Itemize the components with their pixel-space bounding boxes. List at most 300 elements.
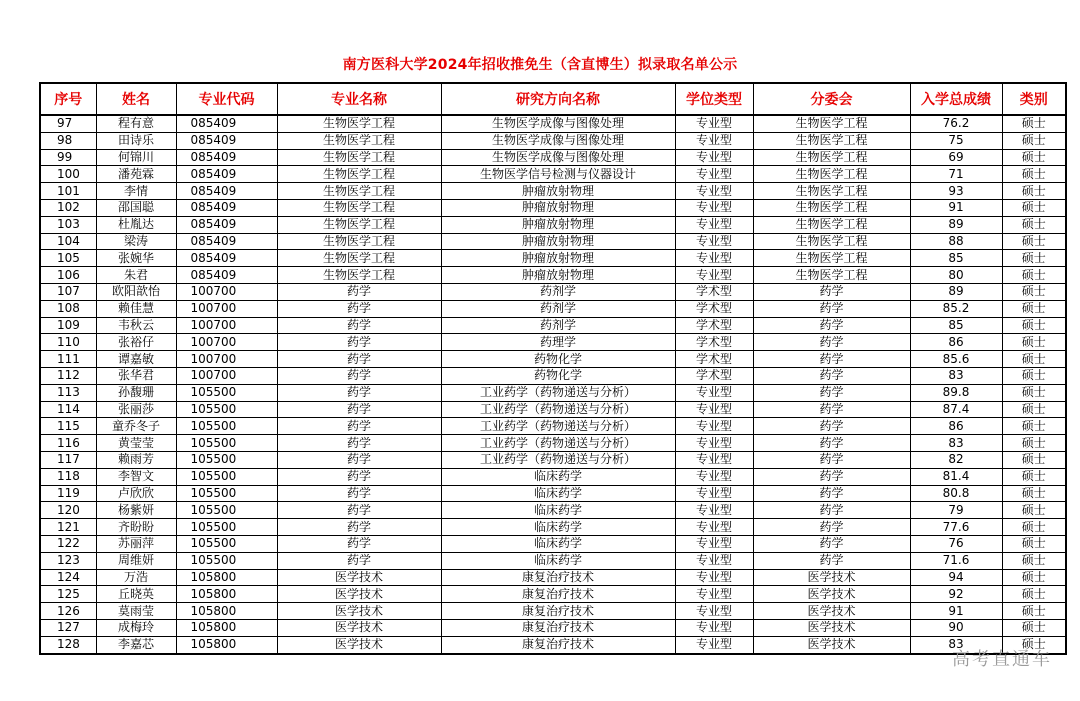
cell-index: 103 xyxy=(40,216,96,233)
cell-degree-type: 专业型 xyxy=(675,418,753,435)
cell-major-code: 085409 xyxy=(176,183,277,200)
cell-research-direction: 肿瘤放射物理 xyxy=(441,250,675,267)
cell-committee: 医学技术 xyxy=(753,603,910,620)
table-row xyxy=(40,166,1066,183)
cell-major-code: 085409 xyxy=(176,233,277,250)
cell-committee: 药学 xyxy=(753,435,910,452)
cell-degree-type: 专业型 xyxy=(675,451,753,468)
cell-degree-type: 学术型 xyxy=(675,351,753,368)
cell-committee: 药学 xyxy=(753,283,910,300)
cell-category: 硕士 xyxy=(1002,183,1066,200)
cell-name: 李嘉芯 xyxy=(96,636,176,653)
cell-major-name: 药学 xyxy=(277,317,441,334)
cell-index: 120 xyxy=(40,502,96,519)
cell-total-score: 89.8 xyxy=(910,384,1002,401)
cell-major-name: 医学技术 xyxy=(277,603,441,620)
cell-name: 程有意 xyxy=(96,115,176,132)
cell-total-score: 71 xyxy=(910,166,1002,183)
cell-degree-type: 专业型 xyxy=(675,552,753,569)
cell-major-name: 生物医学工程 xyxy=(277,250,441,267)
cell-name: 李智文 xyxy=(96,468,176,485)
cell-index: 119 xyxy=(40,485,96,502)
cell-total-score: 83 xyxy=(910,636,1002,653)
cell-committee: 生物医学工程 xyxy=(753,166,910,183)
cell-degree-type: 专业型 xyxy=(675,267,753,284)
cell-category: 硕士 xyxy=(1002,418,1066,435)
table-row xyxy=(40,435,1066,452)
cell-major-name: 药学 xyxy=(277,485,441,502)
cell-major-name: 医学技术 xyxy=(277,586,441,603)
cell-research-direction: 肿瘤放射物理 xyxy=(441,199,675,216)
cell-total-score: 71.6 xyxy=(910,552,1002,569)
cell-index: 106 xyxy=(40,267,96,284)
admission-table xyxy=(39,82,1067,655)
cell-name: 丘晓英 xyxy=(96,586,176,603)
cell-name: 何锦川 xyxy=(96,149,176,166)
cell-index: 99 xyxy=(40,149,96,166)
col-header-name: 姓名 xyxy=(96,83,176,115)
cell-index: 118 xyxy=(40,468,96,485)
cell-major-code: 100700 xyxy=(176,283,277,300)
cell-research-direction: 肿瘤放射物理 xyxy=(441,267,675,284)
cell-degree-type: 专业型 xyxy=(675,216,753,233)
cell-index: 102 xyxy=(40,199,96,216)
cell-category: 硕士 xyxy=(1002,216,1066,233)
cell-name: 卢欣欣 xyxy=(96,485,176,502)
cell-major-code: 100700 xyxy=(176,317,277,334)
cell-index: 117 xyxy=(40,451,96,468)
col-header-total-score: 入学总成绩 xyxy=(910,83,1002,115)
cell-index: 122 xyxy=(40,535,96,552)
cell-committee: 药学 xyxy=(753,334,910,351)
cell-research-direction: 生物医学成像与图像处理 xyxy=(441,115,675,132)
cell-major-code: 105500 xyxy=(176,552,277,569)
table-row xyxy=(40,233,1066,250)
cell-index: 126 xyxy=(40,603,96,620)
table-row xyxy=(40,250,1066,267)
table-row xyxy=(40,300,1066,317)
cell-index: 104 xyxy=(40,233,96,250)
cell-name: 万浩 xyxy=(96,569,176,586)
cell-major-code: 105800 xyxy=(176,619,277,636)
table-row xyxy=(40,115,1066,132)
cell-total-score: 85 xyxy=(910,250,1002,267)
cell-major-code: 105500 xyxy=(176,451,277,468)
cell-major-code: 105500 xyxy=(176,485,277,502)
cell-name: 杜胤达 xyxy=(96,216,176,233)
cell-degree-type: 学术型 xyxy=(675,283,753,300)
cell-degree-type: 专业型 xyxy=(675,183,753,200)
cell-major-code: 085409 xyxy=(176,267,277,284)
cell-category: 硕士 xyxy=(1002,300,1066,317)
cell-major-name: 生物医学工程 xyxy=(277,166,441,183)
cell-major-code: 105500 xyxy=(176,502,277,519)
cell-category: 硕士 xyxy=(1002,367,1066,384)
cell-major-code: 105500 xyxy=(176,468,277,485)
cell-committee: 医学技术 xyxy=(753,569,910,586)
cell-category: 硕士 xyxy=(1002,115,1066,132)
cell-index: 108 xyxy=(40,300,96,317)
cell-committee: 药学 xyxy=(753,535,910,552)
cell-total-score: 89 xyxy=(910,216,1002,233)
cell-category: 硕士 xyxy=(1002,166,1066,183)
table-row xyxy=(40,636,1066,653)
table-row xyxy=(40,401,1066,418)
cell-major-code: 105500 xyxy=(176,418,277,435)
cell-name: 潘苑霖 xyxy=(96,166,176,183)
cell-research-direction: 工业药学（药物递送与分析） xyxy=(441,418,675,435)
cell-total-score: 85 xyxy=(910,317,1002,334)
cell-major-code: 085409 xyxy=(176,250,277,267)
cell-major-code: 085409 xyxy=(176,199,277,216)
cell-name: 齐盼盼 xyxy=(96,519,176,536)
cell-research-direction: 康复治疗技术 xyxy=(441,619,675,636)
cell-total-score: 83 xyxy=(910,435,1002,452)
cell-total-score: 91 xyxy=(910,199,1002,216)
cell-name: 杨紫妍 xyxy=(96,502,176,519)
cell-major-name: 药学 xyxy=(277,401,441,418)
cell-degree-type: 学术型 xyxy=(675,367,753,384)
cell-research-direction: 临床药学 xyxy=(441,468,675,485)
cell-name: 李情 xyxy=(96,183,176,200)
cell-degree-type: 专业型 xyxy=(675,149,753,166)
cell-research-direction: 临床药学 xyxy=(441,502,675,519)
cell-name: 苏丽萍 xyxy=(96,535,176,552)
cell-degree-type: 专业型 xyxy=(675,166,753,183)
cell-name: 黄莹莹 xyxy=(96,435,176,452)
cell-index: 121 xyxy=(40,519,96,536)
table-row xyxy=(40,317,1066,334)
cell-index: 109 xyxy=(40,317,96,334)
cell-total-score: 86 xyxy=(910,334,1002,351)
table-row xyxy=(40,619,1066,636)
cell-name: 张婉华 xyxy=(96,250,176,267)
table-body xyxy=(40,115,1066,654)
cell-research-direction: 康复治疗技术 xyxy=(441,586,675,603)
cell-total-score: 89 xyxy=(910,283,1002,300)
cell-major-name: 生物医学工程 xyxy=(277,267,441,284)
cell-category: 硕士 xyxy=(1002,250,1066,267)
cell-category: 硕士 xyxy=(1002,451,1066,468)
cell-name: 张裕仔 xyxy=(96,334,176,351)
cell-research-direction: 药剂学 xyxy=(441,283,675,300)
cell-category: 硕士 xyxy=(1002,199,1066,216)
cell-category: 硕士 xyxy=(1002,401,1066,418)
table-row xyxy=(40,519,1066,536)
table-header-row xyxy=(40,83,1066,115)
cell-major-code: 105500 xyxy=(176,401,277,418)
cell-committee: 医学技术 xyxy=(753,636,910,653)
cell-research-direction: 临床药学 xyxy=(441,535,675,552)
table-row xyxy=(40,485,1066,502)
cell-name: 张华君 xyxy=(96,367,176,384)
cell-name: 成梅玲 xyxy=(96,619,176,636)
cell-committee: 药学 xyxy=(753,401,910,418)
cell-committee: 生物医学工程 xyxy=(753,115,910,132)
cell-degree-type: 专业型 xyxy=(675,115,753,132)
cell-major-name: 生物医学工程 xyxy=(277,183,441,200)
cell-major-code: 105500 xyxy=(176,535,277,552)
cell-committee: 药学 xyxy=(753,418,910,435)
cell-research-direction: 工业药学（药物递送与分析） xyxy=(441,401,675,418)
cell-major-name: 医学技术 xyxy=(277,569,441,586)
col-header-major-code: 专业代码 xyxy=(176,83,277,115)
cell-major-name: 药学 xyxy=(277,283,441,300)
cell-index: 124 xyxy=(40,569,96,586)
cell-degree-type: 专业型 xyxy=(675,502,753,519)
cell-total-score: 80.8 xyxy=(910,485,1002,502)
table-row xyxy=(40,468,1066,485)
cell-major-code: 100700 xyxy=(176,367,277,384)
cell-major-name: 生物医学工程 xyxy=(277,233,441,250)
cell-category: 硕士 xyxy=(1002,535,1066,552)
cell-major-code: 105500 xyxy=(176,519,277,536)
cell-major-name: 药学 xyxy=(277,351,441,368)
cell-committee: 生物医学工程 xyxy=(753,216,910,233)
cell-major-name: 药学 xyxy=(277,468,441,485)
cell-name: 赖雨芳 xyxy=(96,451,176,468)
cell-name: 张丽莎 xyxy=(96,401,176,418)
cell-name: 孙馥珊 xyxy=(96,384,176,401)
cell-committee: 药学 xyxy=(753,451,910,468)
table-row xyxy=(40,149,1066,166)
cell-total-score: 77.6 xyxy=(910,519,1002,536)
cell-major-code: 105500 xyxy=(176,435,277,452)
cell-total-score: 91 xyxy=(910,603,1002,620)
cell-committee: 医学技术 xyxy=(753,619,910,636)
col-header-category: 类别 xyxy=(1002,83,1066,115)
cell-degree-type: 学术型 xyxy=(675,334,753,351)
cell-category: 硕士 xyxy=(1002,351,1066,368)
cell-major-code: 085409 xyxy=(176,149,277,166)
cell-major-name: 药学 xyxy=(277,552,441,569)
cell-total-score: 80 xyxy=(910,267,1002,284)
cell-index: 114 xyxy=(40,401,96,418)
cell-research-direction: 康复治疗技术 xyxy=(441,603,675,620)
cell-major-name: 生物医学工程 xyxy=(277,199,441,216)
cell-degree-type: 专业型 xyxy=(675,569,753,586)
cell-degree-type: 专业型 xyxy=(675,250,753,267)
cell-category: 硕士 xyxy=(1002,317,1066,334)
cell-major-code: 100700 xyxy=(176,334,277,351)
cell-total-score: 88 xyxy=(910,233,1002,250)
cell-category: 硕士 xyxy=(1002,569,1066,586)
table-row xyxy=(40,603,1066,620)
cell-research-direction: 药理学 xyxy=(441,334,675,351)
cell-research-direction: 生物医学成像与图像处理 xyxy=(441,132,675,149)
table-row xyxy=(40,351,1066,368)
cell-index: 116 xyxy=(40,435,96,452)
cell-total-score: 90 xyxy=(910,619,1002,636)
cell-research-direction: 药物化学 xyxy=(441,351,675,368)
watermark-text: 高考直通车 xyxy=(952,649,1052,670)
cell-index: 105 xyxy=(40,250,96,267)
cell-research-direction: 工业药学（药物递送与分析） xyxy=(441,435,675,452)
page-title: 南方医科大学2024年招收推免生（含直博生）拟录取名单公示 xyxy=(342,57,738,73)
cell-category: 硕士 xyxy=(1002,519,1066,536)
cell-major-name: 生物医学工程 xyxy=(277,149,441,166)
cell-total-score: 69 xyxy=(910,149,1002,166)
cell-index: 112 xyxy=(40,367,96,384)
cell-degree-type: 专业型 xyxy=(675,132,753,149)
cell-committee: 生物医学工程 xyxy=(753,132,910,149)
col-header-committee: 分委会 xyxy=(753,83,910,115)
cell-committee: 生物医学工程 xyxy=(753,250,910,267)
cell-research-direction: 药物化学 xyxy=(441,367,675,384)
cell-index: 107 xyxy=(40,283,96,300)
cell-major-code: 085409 xyxy=(176,166,277,183)
cell-committee: 药学 xyxy=(753,317,910,334)
cell-name: 谭嘉敏 xyxy=(96,351,176,368)
cell-category: 硕士 xyxy=(1002,636,1066,653)
cell-degree-type: 专业型 xyxy=(675,384,753,401)
cell-research-direction: 临床药学 xyxy=(441,552,675,569)
cell-major-code: 085409 xyxy=(176,216,277,233)
cell-name: 周维妍 xyxy=(96,552,176,569)
cell-degree-type: 专业型 xyxy=(675,619,753,636)
cell-major-name: 药学 xyxy=(277,367,441,384)
cell-degree-type: 专业型 xyxy=(675,233,753,250)
cell-index: 110 xyxy=(40,334,96,351)
cell-research-direction: 康复治疗技术 xyxy=(441,569,675,586)
cell-category: 硕士 xyxy=(1002,502,1066,519)
cell-category: 硕士 xyxy=(1002,552,1066,569)
cell-degree-type: 专业型 xyxy=(675,468,753,485)
cell-name: 赖佳慧 xyxy=(96,300,176,317)
cell-degree-type: 专业型 xyxy=(675,401,753,418)
cell-degree-type: 专业型 xyxy=(675,603,753,620)
cell-research-direction: 肿瘤放射物理 xyxy=(441,233,675,250)
cell-research-direction: 药剂学 xyxy=(441,317,675,334)
cell-committee: 药学 xyxy=(753,552,910,569)
cell-major-name: 生物医学工程 xyxy=(277,115,441,132)
cell-category: 硕士 xyxy=(1002,435,1066,452)
cell-category: 硕士 xyxy=(1002,149,1066,166)
cell-major-code: 105500 xyxy=(176,384,277,401)
cell-category: 硕士 xyxy=(1002,334,1066,351)
cell-research-direction: 生物医学信号检测与仪器设计 xyxy=(441,166,675,183)
cell-major-code: 100700 xyxy=(176,300,277,317)
cell-total-score: 92 xyxy=(910,586,1002,603)
cell-category: 硕士 xyxy=(1002,619,1066,636)
cell-total-score: 87.4 xyxy=(910,401,1002,418)
cell-total-score: 83 xyxy=(910,367,1002,384)
table-row xyxy=(40,132,1066,149)
cell-total-score: 76 xyxy=(910,535,1002,552)
table-row xyxy=(40,418,1066,435)
cell-index: 113 xyxy=(40,384,96,401)
cell-major-code: 100700 xyxy=(176,351,277,368)
cell-research-direction: 康复治疗技术 xyxy=(441,636,675,653)
cell-category: 硕士 xyxy=(1002,283,1066,300)
cell-name: 欧阳歆怡 xyxy=(96,283,176,300)
cell-major-name: 药学 xyxy=(277,451,441,468)
cell-index: 97 xyxy=(40,115,96,132)
table-row xyxy=(40,451,1066,468)
col-header-research-direction: 研究方向名称 xyxy=(441,83,675,115)
table-row xyxy=(40,367,1066,384)
cell-research-direction: 肿瘤放射物理 xyxy=(441,183,675,200)
cell-major-code: 085409 xyxy=(176,132,277,149)
cell-committee: 药学 xyxy=(753,502,910,519)
cell-committee: 药学 xyxy=(753,468,910,485)
cell-total-score: 76.2 xyxy=(910,115,1002,132)
cell-degree-type: 专业型 xyxy=(675,485,753,502)
cell-name: 莫雨莹 xyxy=(96,603,176,620)
col-header-degree-type: 学位类型 xyxy=(675,83,753,115)
cell-name: 朱君 xyxy=(96,267,176,284)
cell-committee: 生物医学工程 xyxy=(753,233,910,250)
cell-committee: 生物医学工程 xyxy=(753,183,910,200)
cell-total-score: 85.2 xyxy=(910,300,1002,317)
cell-committee: 药学 xyxy=(753,384,910,401)
cell-major-name: 医学技术 xyxy=(277,619,441,636)
cell-category: 硕士 xyxy=(1002,132,1066,149)
table-row xyxy=(40,586,1066,603)
cell-research-direction: 临床药学 xyxy=(441,519,675,536)
table-row xyxy=(40,199,1066,216)
cell-committee: 药学 xyxy=(753,485,910,502)
cell-committee: 生物医学工程 xyxy=(753,199,910,216)
cell-name: 邵国聪 xyxy=(96,199,176,216)
cell-research-direction: 工业药学（药物递送与分析） xyxy=(441,384,675,401)
cell-total-score: 93 xyxy=(910,183,1002,200)
cell-research-direction: 药剂学 xyxy=(441,300,675,317)
cell-major-code: 105800 xyxy=(176,586,277,603)
cell-major-name: 生物医学工程 xyxy=(277,216,441,233)
cell-category: 硕士 xyxy=(1002,267,1066,284)
cell-major-name: 生物医学工程 xyxy=(277,132,441,149)
cell-category: 硕士 xyxy=(1002,603,1066,620)
cell-total-score: 94 xyxy=(910,569,1002,586)
cell-name: 梁涛 xyxy=(96,233,176,250)
cell-committee: 生物医学工程 xyxy=(753,149,910,166)
table-row xyxy=(40,384,1066,401)
cell-research-direction: 生物医学成像与图像处理 xyxy=(441,149,675,166)
col-header-major-name: 专业名称 xyxy=(277,83,441,115)
cell-research-direction: 临床药学 xyxy=(441,485,675,502)
cell-degree-type: 专业型 xyxy=(675,199,753,216)
cell-index: 123 xyxy=(40,552,96,569)
cell-committee: 药学 xyxy=(753,300,910,317)
cell-name: 韦秋云 xyxy=(96,317,176,334)
cell-degree-type: 学术型 xyxy=(675,300,753,317)
cell-committee: 药学 xyxy=(753,367,910,384)
cell-total-score: 85.6 xyxy=(910,351,1002,368)
cell-name: 童乔冬子 xyxy=(96,418,176,435)
cell-total-score: 79 xyxy=(910,502,1002,519)
cell-degree-type: 专业型 xyxy=(675,636,753,653)
cell-major-name: 药学 xyxy=(277,334,441,351)
cell-major-name: 医学技术 xyxy=(277,636,441,653)
cell-major-code: 085409 xyxy=(176,115,277,132)
cell-index: 128 xyxy=(40,636,96,653)
cell-committee: 医学技术 xyxy=(753,586,910,603)
table-row xyxy=(40,552,1066,569)
cell-total-score: 75 xyxy=(910,132,1002,149)
cell-major-code: 105800 xyxy=(176,636,277,653)
table-row xyxy=(40,334,1066,351)
cell-major-name: 药学 xyxy=(277,502,441,519)
cell-research-direction: 肿瘤放射物理 xyxy=(441,216,675,233)
table-row xyxy=(40,535,1066,552)
cell-index: 125 xyxy=(40,586,96,603)
table-row xyxy=(40,283,1066,300)
cell-total-score: 86 xyxy=(910,418,1002,435)
cell-degree-type: 专业型 xyxy=(675,435,753,452)
cell-index: 101 xyxy=(40,183,96,200)
cell-major-name: 药学 xyxy=(277,519,441,536)
